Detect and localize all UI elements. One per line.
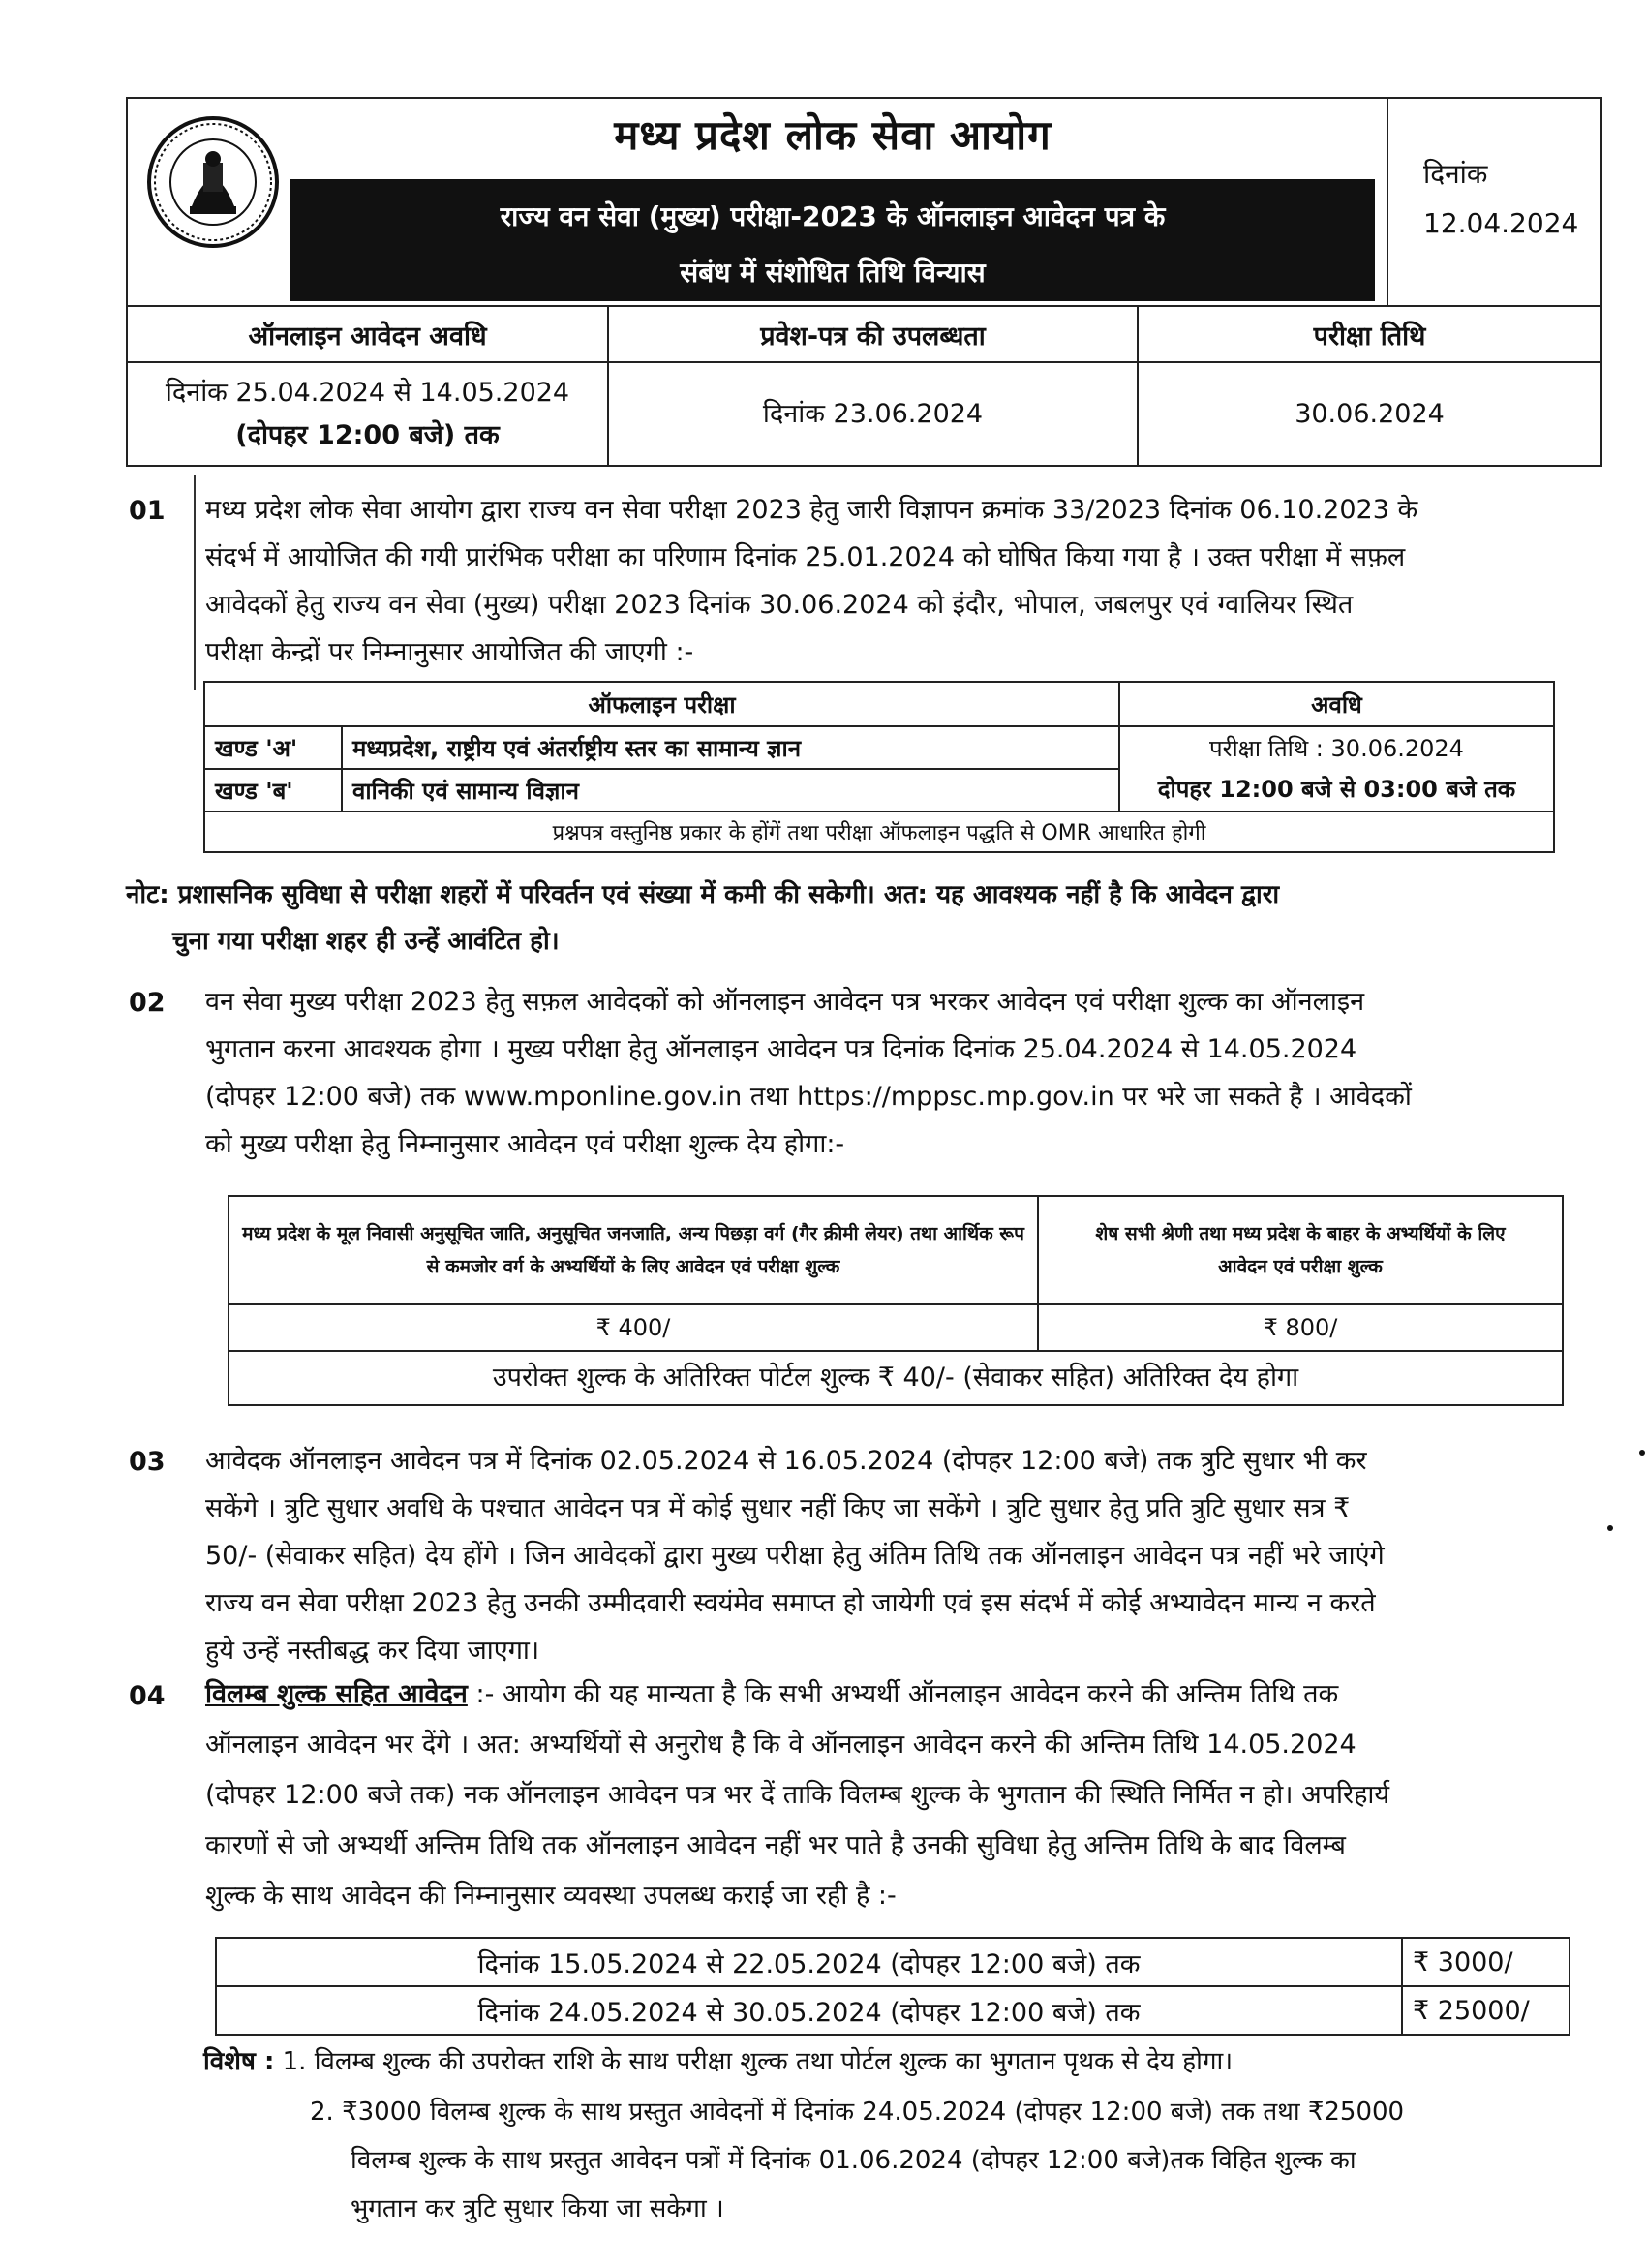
section-04-line: कारणों से जो अभ्यर्थी अन्तिम तिथि तक ऑनलाइन आवेदन नहीं भर पाते है उनकी सुविधा हेतु अन्तिम तिथि के बाद विलम्ब: [205, 1830, 1346, 1860]
section-04-line: ऑनलाइन आवेदन भर देंगे । अत: अभ्यर्थियों से अनुरोध है कि वे ऑनलाइन आवेदन करने की अन्तिम तिथि 14.05.2024: [205, 1730, 1356, 1760]
fee-table: [228, 1195, 1564, 1406]
section-03-line: आवेदक ऑनलाइन आवेदन पत्र में दिनांक 02.05.2024 से 16.05.2024 (दोपहर 12:00 बजे) तक त्रुटि सुधार भी कर: [205, 1446, 1367, 1476]
fee-reserved-header: मध्य प्रदेश के मूल निवासी अनुसूचित जाति, अनुसूचित जनजाति, अन्य पिछड़ा वर्ग (गैर क्रीमी लेयर) तथा आर्थिक रूप से कमजोर वर्ग के अभ्यर्थियों के लिए आवेदन एवं परीक्षा शुल्क: [229, 1196, 1038, 1304]
section-02-line: (दोपहर 12:00 बजे) तक www.mponline.gov.in तथा https://mppsc.mp.gov.in पर भरे जा सकते है । आवेदकों: [205, 1082, 1412, 1112]
section-01-line: संदर्भ में आयोजित की गयी प्रारंभिक परीक्षा का परिणाम दिनांक 25.01.2024 को घोषित किया गया है । उक्त परीक्षा में सफ़ल: [205, 542, 1406, 572]
section-rule: [194, 475, 196, 690]
admit-card-date: दिनांक 23.06.2024: [608, 362, 1138, 466]
fee-general-header: शेष सभी श्रेणी तथा मध्य प्रदेश के बाहर के अभ्यर्थियों के लिए आवेदन एवं परीक्षा शुल्क: [1038, 1196, 1563, 1304]
special-point-2-line: विलम्ब शुल्क के साथ प्रस्तुत आवेदन पत्रों में दिनांक 01.06.2024 (दोपहर 12:00 बजे)तक विहित शुल्क का: [351, 2146, 1356, 2175]
section-03-line: 50/- (सेवाकर सहित) देय होंगे । जिन आवेदकों द्वारा मुख्य परीक्षा हेतु अंतिम तिथि तक ऑनलाइन आवेदन पत्र नहीं भरे जाएंगे: [205, 1541, 1385, 1571]
section-03-line: हुये उन्हें नस्तीबद्ध कर दिया जाएगा।: [205, 1636, 540, 1666]
section-03-line: सकेंगे । त्रुटि सुधार अवधि के पश्चात आवेदन पत्र में कोई सुधार नहीं किए जा सकेंगे । त्रुटि सुधार हेतु प्रति त्रुटि सुधार सत्र ₹: [205, 1493, 1351, 1523]
city-note: [126, 872, 1578, 965]
exam-date: 30.06.2024: [1138, 362, 1601, 466]
schedule-value-row: [127, 362, 1601, 466]
section-a-label: खण्ड 'अ': [204, 726, 342, 769]
late-fee-row: [216, 1986, 1570, 2035]
special-point-2-line: 2. ₹3000 विलम्ब शुल्क के साथ प्रस्तुत आवेदनों में दिनांक 24.05.2024 (दोपहर 12:00 बजे) तक तथा ₹25000: [310, 2098, 1405, 2127]
section-number-01: 01: [129, 496, 166, 526]
portal-fee-row: [229, 1351, 1563, 1405]
section-b-subject: वानिकी एवं सामान्य विज्ञान: [342, 769, 1119, 812]
section-04-text: [205, 1670, 1590, 1921]
offline-header-row: [204, 682, 1554, 726]
schedule-header-admit-card: प्रवेश-पत्र की उपलब्धता: [608, 306, 1138, 362]
late-fee-period: दिनांक 24.05.2024 से 30.05.2024 (दोपहर 12:00 बजे) तक: [216, 1986, 1402, 2035]
late-fee-row: [216, 1938, 1570, 1986]
exam-duration-date: परीक्षा तिथि : 30.06.2024: [1209, 735, 1464, 762]
section-a-subject: मध्यप्रदेश, राष्ट्रीय एवं अंतर्राष्ट्रीय स्तर का सामान्य ज्ञान: [342, 726, 1119, 769]
commission-seal: [145, 114, 281, 250]
section-number-02: 02: [129, 988, 166, 1018]
city-note-line-1: नोट: प्रशासनिक सुविधा से परीक्षा शहरों में परिवर्तन एवं संख्या में कमी की सकेगी। अत: यह आवश्यक नहीं है कि आवेदन द्वारा: [126, 880, 1280, 909]
section-04-line: शुल्क के साथ आवेदन की निम्नानुसार व्यवस्था उपलब्ध कराई जा रही है :-: [205, 1881, 897, 1911]
late-fee-amount: ₹ 3000/: [1402, 1938, 1570, 1986]
section-01-line: आवेदकों हेतु राज्य वन सेवा (मुख्य) परीक्षा 2023 दिनांक 30.06.2024 को इंदौर, भोपाल, जबलपुर एवं ग्वालियर स्थित: [205, 590, 1354, 620]
org-title: मध्य प्रदेश लोक सेवा आयोग: [614, 111, 1052, 159]
offline-row-a: [204, 726, 1554, 769]
offline-exam-header: ऑफलाइन परीक्षा: [204, 682, 1119, 726]
late-fee-period: दिनांक 15.05.2024 से 22.05.2024 (दोपहर 12:00 बजे) तक: [216, 1938, 1402, 1986]
special-point-2: [310, 2088, 1404, 2233]
duration-header: अवधि: [1119, 682, 1554, 726]
exam-duration-time: दोपहर 12:00 बजे से 03:00 बजे तक: [1157, 776, 1516, 803]
section-01-line: मध्य प्रदेश लोक सेवा आयोग द्वारा राज्य वन सेवा परीक्षा 2023 हेतु जारी विज्ञापन क्रमांक 33/2023 दिनांक 06.10.2023 के: [205, 495, 1418, 525]
date-label: दिनांक: [1423, 158, 1488, 190]
section-number-04: 04: [129, 1681, 166, 1711]
application-period-line-2: (दोपहर 12:00 बजे) तक: [235, 419, 500, 450]
section-b-label: खण्ड 'ब': [204, 769, 342, 812]
scan-speck: [1639, 1450, 1645, 1456]
omr-note: प्रश्नपत्र वस्तुनिष्ठ प्रकार के होंगें तथा परीक्षा ऑफलाइन पद्धति से OMR आधारित होगी: [204, 812, 1554, 852]
schedule-table: [126, 305, 1602, 467]
section-02-line: भुगतान करना आवश्यक होगा । मुख्य परीक्षा हेतु ऑनलाइन आवेदन पत्र दिनांक दिनांक 25.04.2024 से 14.05.2024: [205, 1034, 1357, 1064]
fee-header-row: [229, 1196, 1563, 1304]
section-02-text: [205, 978, 1590, 1168]
fee-value-row: [229, 1304, 1563, 1351]
section-03-text: [205, 1437, 1590, 1674]
schedule-header-application: ऑनलाइन आवेदन अवधि: [127, 306, 608, 362]
special-point-1-text: 1. विलम्ब शुल्क की उपरोक्त राशि के साथ परीक्षा शुल्क तथा पोर्टल शुल्क का भुगतान पृथक से देय होगा।: [282, 2047, 1234, 2076]
section-01-line: परीक्षा केन्द्रों पर निम्नानुसार आयोजित की जाएगी :-: [205, 637, 694, 667]
section-04-line: (दोपहर 12:00 बजे तक) नक ऑनलाइन आवेदन पत्र भर दें ताकि विलम्ब शुल्क के भुगतान की स्थिति निर्मित न हो। अपरिहार्य: [205, 1780, 1390, 1810]
late-fee-heading: विलम्ब शुल्क सहित आवेदन: [205, 1679, 468, 1709]
special-label: विशेष :: [203, 2047, 275, 2076]
schedule-header-row: [127, 306, 1601, 362]
late-fee-table: [215, 1937, 1570, 2036]
section-02-line: वन सेवा मुख्य परीक्षा 2023 हेतु सफ़ल आवेदकों को ऑनलाइन आवेदन पत्र भरकर आवेदन एवं परीक्षा शुल्क का ऑनलाइन: [205, 987, 1365, 1017]
schedule-header-exam-date: परीक्षा तिथि: [1138, 306, 1601, 362]
notice-subtitle: [290, 179, 1375, 301]
fee-general-amount: ₹ 800/: [1038, 1304, 1563, 1351]
fee-reserved-amount: ₹ 400/: [229, 1304, 1038, 1351]
issue-date: 12.04.2024: [1423, 207, 1579, 239]
portal-fee-note: उपरोक्त शुल्क के अतिरिक्त पोर्टल शुल्क ₹ 40/- (सेवाकर सहित) अतिरिक्त देय होगा: [229, 1351, 1563, 1405]
header-divider: [1387, 97, 1388, 305]
offline-exam-table: [203, 681, 1555, 853]
scan-speck: [1607, 1525, 1613, 1531]
section-03-line: राज्य वन सेवा परीक्षा 2023 हेतु उनकी उम्मीदवारी स्वयंमेव समाप्त हो जायेगी एवं इस संदर्भ में कोई अभ्यावेदन मान्य न करते: [205, 1588, 1376, 1618]
city-note-line-2: चुना गया परीक्षा शहर ही उन्हें आवंटित हो।: [172, 927, 560, 956]
late-fee-amount: ₹ 25000/: [1402, 1986, 1570, 2035]
section-01-text: [205, 486, 1590, 676]
subtitle-line-1: राज्य वन सेवा (मुख्य) परीक्षा-2023 के ऑनलाइन आवेदन पत्र के: [500, 200, 1166, 232]
offline-note-row: [204, 812, 1554, 852]
exam-duration: [1119, 726, 1554, 812]
subtitle-line-2: संबंध में संशोधित तिथि विन्यास: [680, 257, 986, 289]
special-point-2-line: भुगतान कर त्रुटि सुधार किया जा सकेगा ।: [351, 2194, 724, 2223]
section-number-03: 03: [129, 1447, 166, 1477]
section-02-line: को मुख्य परीक्षा हेतु निम्नानुसार आवेदन एवं परीक्षा शुल्क देय होगा:-: [205, 1129, 845, 1159]
section-04-line-1: [205, 1670, 1590, 1720]
application-period: [127, 362, 608, 466]
section-04-line: :- आयोग की यह मान्यता है कि सभी अभ्यर्थी ऑनलाइन आवेदन करने की अन्तिम तिथि तक: [467, 1679, 1339, 1709]
application-period-line-1: दिनांक 25.04.2024 से 14.05.2024: [165, 377, 570, 408]
special-point-1: [203, 2038, 1233, 2086]
